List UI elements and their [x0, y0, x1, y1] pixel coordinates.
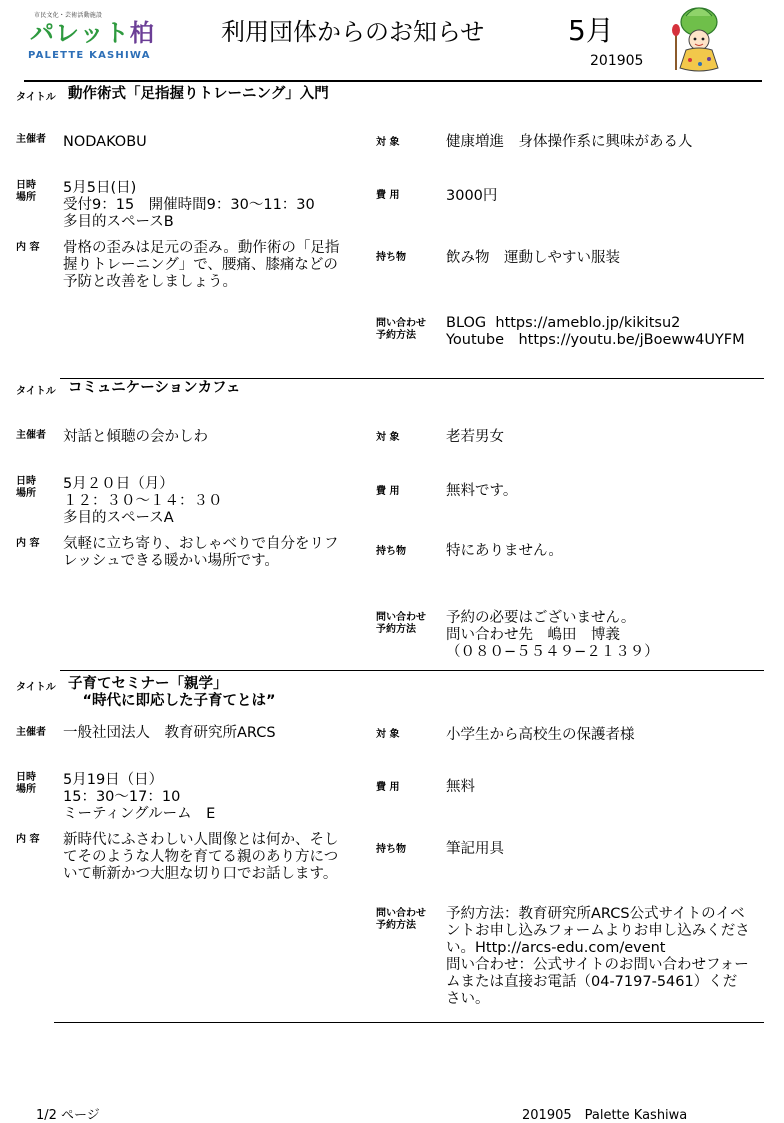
contact-label — [376, 612, 426, 636]
logo-main-kana: パレット — [30, 19, 130, 47]
items-label: 持ち物 — [376, 546, 406, 557]
event-3 — [0, 672, 784, 1022]
target-value: 健康増進 身体操作系に興味がある人 — [446, 134, 693, 150]
datetime-label-line2: 場所 — [16, 784, 36, 795]
contact-label-line1: 問い合わせ — [376, 612, 426, 623]
event-1 — [0, 82, 784, 372]
contact-label-line1: 問い合わせ — [376, 318, 426, 329]
month-label: 5月 — [568, 14, 614, 47]
target-label: 対 象 — [376, 137, 400, 148]
contact-value: 予約の必要はございません。 問い合わせ先 嶋田 博義 （０８０−５５４９−２１３９） — [446, 610, 659, 660]
items-value: 飲み物 運動しやすい服装 — [446, 250, 620, 266]
event-3-rule — [54, 1022, 764, 1023]
datetime-value: 5月19日（日） 15：30〜17：10 ミーティングルーム E — [63, 772, 216, 822]
items-label: 持ち物 — [376, 844, 406, 855]
contact-label-line2: 予約方法 — [376, 330, 416, 341]
fee-label: 費 用 — [376, 486, 400, 497]
datetime-label — [16, 772, 36, 796]
page-number: 1/2 ページ — [36, 1108, 100, 1123]
fee-value: 3000円 — [446, 188, 498, 204]
content-value: 骨格の歪みは足元の歪み。動作術の「足指 握りトレーニング」で、腰痛、膝痛などの 予防と改善をしましょう。 — [63, 240, 340, 290]
datetime-label-line2: 場所 — [16, 192, 36, 203]
contact-value: BLOG https://ameblo.jp/kikitsu2 Youtube https://youtu.be/jBoeww4UYFM — [446, 315, 745, 348]
datetime-label-line2: 場所 — [16, 488, 36, 499]
datetime-value: 5月5日(日) 受付9：15 開催時間9：30〜11：30 多目的スペースB — [63, 180, 315, 230]
contact-label-line2: 予約方法 — [376, 624, 416, 635]
target-value: 小学生から高校生の保護者様 — [446, 727, 635, 743]
items-value: 筆記用具 — [446, 841, 504, 857]
organizer-label: 主催者 — [16, 134, 46, 145]
contact-label-line1: 問い合わせ — [376, 908, 426, 919]
datetime-label-line1: 日時 — [16, 180, 36, 191]
fee-label: 費 用 — [376, 190, 400, 201]
organizer-label: 主催者 — [16, 430, 46, 441]
contact-label-line2: 予約方法 — [376, 920, 416, 931]
event-1-rule — [60, 378, 764, 379]
organizer-value: NODAKOBU — [63, 134, 147, 150]
contact-label — [376, 318, 426, 342]
content-label: 内 容 — [16, 538, 40, 549]
organizer-label: 主催者 — [16, 727, 46, 738]
event-2 — [0, 380, 784, 670]
target-value: 老若男女 — [446, 429, 504, 445]
logo-subtitle: PALETTE KASHIWA — [28, 50, 151, 61]
content-value: 気軽に立ち寄り、おしゃべりで自分をリフ レッシュできる暖かい場所です。 — [63, 536, 339, 569]
issue-code: 201905 — [590, 53, 644, 69]
footer-credit: 201905 Palette Kashiwa — [522, 1108, 688, 1123]
event-title-label: タイトル — [16, 386, 56, 397]
target-label: 対 象 — [376, 729, 400, 740]
event-title: コミュニケーションカフェ — [68, 380, 241, 396]
organizer-value: 一般社団法人 教育研究所ARCS — [63, 725, 276, 741]
fee-label: 費 用 — [376, 782, 400, 793]
logo-main-kanji: 柏 — [129, 19, 155, 47]
fee-value: 無料 — [446, 779, 475, 795]
datetime-label — [16, 180, 36, 204]
datetime-label — [16, 476, 36, 500]
organizer-value: 対話と傾聴の会かしわ — [63, 429, 208, 445]
datetime-value: 5月２０日（月） １２：３０〜１４：３０ 多目的スペースA — [63, 476, 223, 526]
fee-value: 無料です。 — [446, 483, 518, 499]
logo — [30, 20, 155, 46]
event-title: 動作術式「足指握りトレーニング」入門 — [68, 86, 329, 102]
event-title-label: タイトル — [16, 92, 56, 103]
page-title: 利用団体からのお知らせ — [221, 18, 485, 46]
datetime-label-line1: 日時 — [16, 772, 36, 783]
logo-tagline: 市民文化・芸術活動施設 — [34, 12, 103, 19]
event-2-rule — [60, 670, 764, 671]
event-title: 子育てセミナー「親学」 “時代に即応した子育てとは” — [68, 676, 276, 709]
contact-value: 予約方法：教育研究所ARCS公式サイトのイベ ントお申し込みフォームよりお申し込みくださ い。Http://arcs-edu.com/event 問い合わせ：公式サイトのお問い合わせフォー ムまたは直接お電話（04-7197-5461）くだ さい。 — [446, 906, 750, 1007]
contact-label — [376, 908, 426, 932]
mascot-illustration — [664, 2, 734, 74]
event-title-label: タイトル — [16, 682, 56, 693]
content-label: 内 容 — [16, 834, 40, 845]
content-label: 内 容 — [16, 242, 40, 253]
datetime-label-line1: 日時 — [16, 476, 36, 487]
content-value: 新時代にふさわしい人間像とは何か、そし てそのような人物を育てる親のあり方につ いて斬新かつ大胆な切り口でお話します。 — [63, 832, 339, 882]
target-label: 対 象 — [376, 432, 400, 443]
items-value: 特にありません。 — [446, 543, 563, 559]
header — [0, 0, 784, 80]
items-label: 持ち物 — [376, 252, 406, 263]
